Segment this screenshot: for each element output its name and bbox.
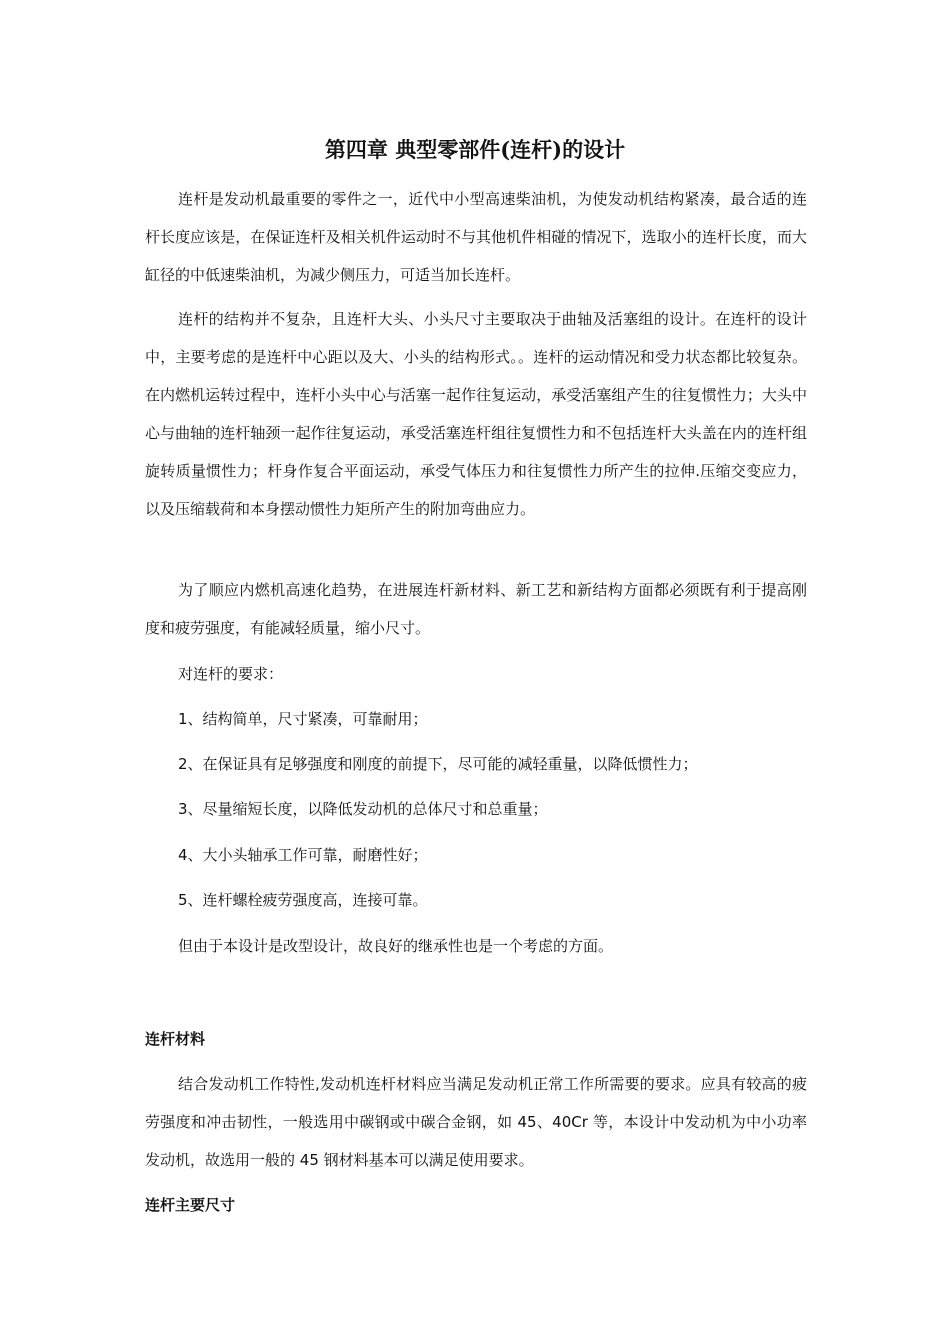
requirement-item-4: 4、大小头轴承工作可靠，耐磨性好； [178, 846, 428, 864]
requirement-item-2: 2、在保证具有足够强度和刚度的前提下，尽可能的减轻重量，以降低惯性力； [178, 755, 698, 773]
paragraph-trend: 为了顺应内燃机高速化趋势，在进展连杆新材料、新工艺和新结构方面都必须既有利于提高刚度和疲劳强度，有能减轻质量，缩小尺寸。 [145, 581, 807, 637]
paragraph-structure: 连杆的结构并不复杂，且连杆大头、小头尺寸主要取决于曲轴及活塞组的设计。在连杆的设计中，主要考虑的是连杆中心距以及大、小头的结构形式。。连杆的运动情况和受力状态都比较复杂。在内燃机运转过程中，连杆小头中心与活塞一起作往复运动，承受活塞组产生的往复惯性力；大头中心与曲轴的连杆轴颈一起作往复运动，承受活塞连杆组往复惯性力和不包括连杆大头盖在内的连杆组旋转质量惯性力；杆身作复合平面运动，承受气体压力和往复惯性力所产生的拉伸.压缩交变应力，以及压缩载荷和本身摆动惯性力矩所产生的附加弯曲应力。 [145, 310, 807, 518]
paragraph-material: 结合发动机工作特性,发动机连杆材料应当满足发动机正常工作所需要的要求。应具有较高的疲劳强度和冲击韧性，一般选用中碳钢或中碳合金钢，如 45、40Cr 等，本设计中发动机为中小功率发动机，故选用一般的 45 钢材料基本可以满足使用要求。 [145, 1075, 807, 1169]
paragraph-intro: 连杆是发动机最重要的零件之一，近代中小型高速柴油机，为使发动机结构紧凑，最合适的连杆长度应该是，在保证连杆及相关机件运动时不与其他机件相碰的情况下，选取小的连杆长度，而大缸径的中低速柴油机，为减少侧压力，可适当加长连杆。 [145, 190, 807, 284]
requirements-intro: 对连杆的要求： [178, 665, 284, 683]
requirement-item-5: 5、连杆螺栓疲劳强度高，连接可靠。 [178, 891, 428, 909]
chapter-title: 第四章 典型零部件(连杆)的设计 [324, 137, 626, 162]
requirement-item-1: 1、结构简单，尺寸紧凑，可靠耐用； [178, 710, 428, 728]
closing-paragraph: 但由于本设计是改型设计，故良好的继承性也是一个考虑的方面。 [178, 937, 614, 955]
section-heading-material: 连杆材料 [145, 1030, 206, 1048]
section-heading-dimensions: 连杆主要尺寸 [145, 1196, 236, 1214]
requirement-item-3: 3、尽量缩短长度，以降低发动机的总体尺寸和总重量； [178, 800, 548, 818]
